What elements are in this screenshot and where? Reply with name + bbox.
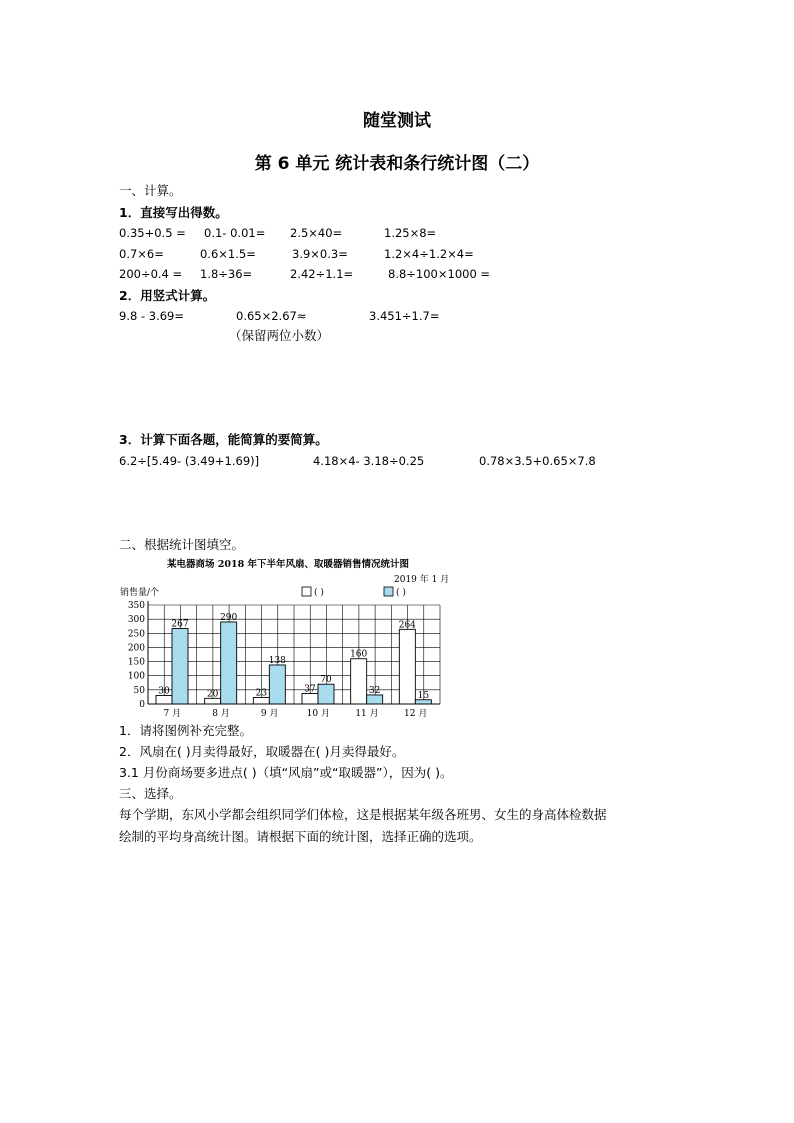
q1-item: 0.1- 0.01= bbox=[204, 226, 266, 240]
q1-item: 2.42÷1.1= bbox=[290, 267, 354, 281]
data-label: 32 bbox=[368, 685, 381, 696]
bar bbox=[269, 665, 285, 704]
y-tick-label: 150 bbox=[127, 657, 145, 668]
data-label: 37 bbox=[304, 684, 316, 695]
s2-question-2: 2．风扇在( )月卖得最好，取暖器在( )月卖得最好。 bbox=[119, 744, 405, 759]
q1-item: 2.5×40= bbox=[290, 226, 343, 240]
data-label: 70 bbox=[320, 675, 332, 686]
data-label: 15 bbox=[417, 690, 430, 701]
legend-label-fan: ( ) bbox=[314, 588, 324, 598]
section3-heading: 三、选择。 bbox=[119, 786, 182, 801]
bar bbox=[318, 684, 334, 704]
x-tick-label: 10 月 bbox=[306, 709, 330, 719]
q3-item: 6.2÷[5.49- (3.49+1.69)] bbox=[119, 454, 260, 468]
y-tick-label: 350 bbox=[127, 601, 145, 611]
q1-item: 1.25×8= bbox=[384, 226, 437, 240]
x-tick-label: 8 月 bbox=[212, 709, 230, 719]
data-label: 20 bbox=[206, 689, 219, 700]
q2-item: 0.65×2.67≈ bbox=[236, 309, 307, 323]
q1-item: 200÷0.4 = bbox=[119, 267, 183, 281]
q1-item: 0.7×6= bbox=[119, 247, 164, 261]
chart-date-note: 2019 年 1 月 bbox=[394, 575, 450, 585]
bar bbox=[221, 622, 237, 704]
s2-question-3: 3.1 月份商场要多进点( )（填“风扇”或“取暖器”），因为( )。 bbox=[119, 765, 453, 780]
y-tick-label: 300 bbox=[127, 615, 145, 626]
q1-item: 0.6×1.5= bbox=[200, 247, 256, 261]
sales-bar-chart bbox=[118, 556, 458, 722]
q1-title: 1．直接写出得数。 bbox=[119, 205, 228, 220]
bar bbox=[367, 695, 383, 704]
data-label: 30 bbox=[158, 686, 170, 697]
q2-note: （保留两位小数） bbox=[229, 328, 330, 343]
s2-question-1: 1．请将图例补充完整。 bbox=[119, 723, 252, 738]
bar bbox=[351, 659, 367, 704]
data-label: 290 bbox=[220, 612, 238, 623]
data-label: 267 bbox=[171, 619, 189, 630]
chart-title: 某电器商场 2018 年下半年风扇、取暖器销售情况统计图 bbox=[166, 559, 410, 570]
q3-item: 0.78×3.5+0.65×7.8 bbox=[479, 454, 596, 468]
x-tick-label: 11 月 bbox=[355, 709, 379, 719]
page-subtitle: 第 6 单元 统计表和条行统计图（二） bbox=[254, 154, 540, 174]
bar bbox=[156, 696, 172, 704]
x-tick-label: 7 月 bbox=[163, 709, 182, 719]
x-tick-label: 12 月 bbox=[404, 709, 428, 719]
q2-item: 9.8 - 3.69= bbox=[119, 309, 184, 323]
q1-item: 1.8÷36= bbox=[200, 267, 253, 281]
s3-paragraph-line: 绘制的平均身高统计图。请根据下面的统计图，选择正确的选项。 bbox=[119, 829, 482, 844]
y-tick-label: 0 bbox=[139, 700, 145, 710]
y-tick-label: 250 bbox=[127, 629, 145, 640]
q1-item: 3.9×0.3= bbox=[292, 247, 348, 261]
q1-item: 1.2×4÷1.2×4= bbox=[384, 247, 474, 261]
data-label: 160 bbox=[350, 649, 368, 660]
y-tick-label: 50 bbox=[133, 685, 145, 696]
q3-item: 4.18×4- 3.18÷0.25 bbox=[313, 454, 425, 468]
q1-item: 8.8÷100×1000 = bbox=[388, 267, 491, 281]
x-tick-label: 9 月 bbox=[260, 709, 279, 719]
q2-title: 2．用竖式计算。 bbox=[119, 288, 216, 303]
s3-paragraph-line: 每个学期，东风小学都会组织同学们体检，这是根据某年级各班男、女生的身高体检数据 bbox=[119, 807, 607, 822]
data-label: 138 bbox=[268, 655, 286, 666]
data-label: 264 bbox=[398, 620, 416, 631]
y-tick-label: 200 bbox=[127, 643, 145, 654]
y-tick-label: 100 bbox=[127, 671, 145, 682]
legend-swatch-heater bbox=[384, 587, 393, 596]
section1-heading: 一、计算。 bbox=[119, 183, 182, 198]
legend-swatch-fan bbox=[302, 587, 311, 596]
bar bbox=[399, 629, 415, 704]
data-label: 23 bbox=[255, 688, 268, 699]
q3-title: 3．计算下面各题，能简算的要简算。 bbox=[119, 432, 328, 447]
bar bbox=[172, 628, 188, 704]
q1-item: 0.35+0.5 = bbox=[119, 226, 186, 240]
q2-item: 3.451÷1.7= bbox=[369, 309, 440, 323]
section2-heading: 二、根据统计图填空。 bbox=[119, 537, 245, 552]
chart-ylabel: 销售量/个 bbox=[120, 588, 160, 598]
legend-label-heater: ( ) bbox=[396, 588, 406, 598]
page-title: 随堂测试 bbox=[363, 111, 431, 131]
bar bbox=[302, 694, 318, 704]
